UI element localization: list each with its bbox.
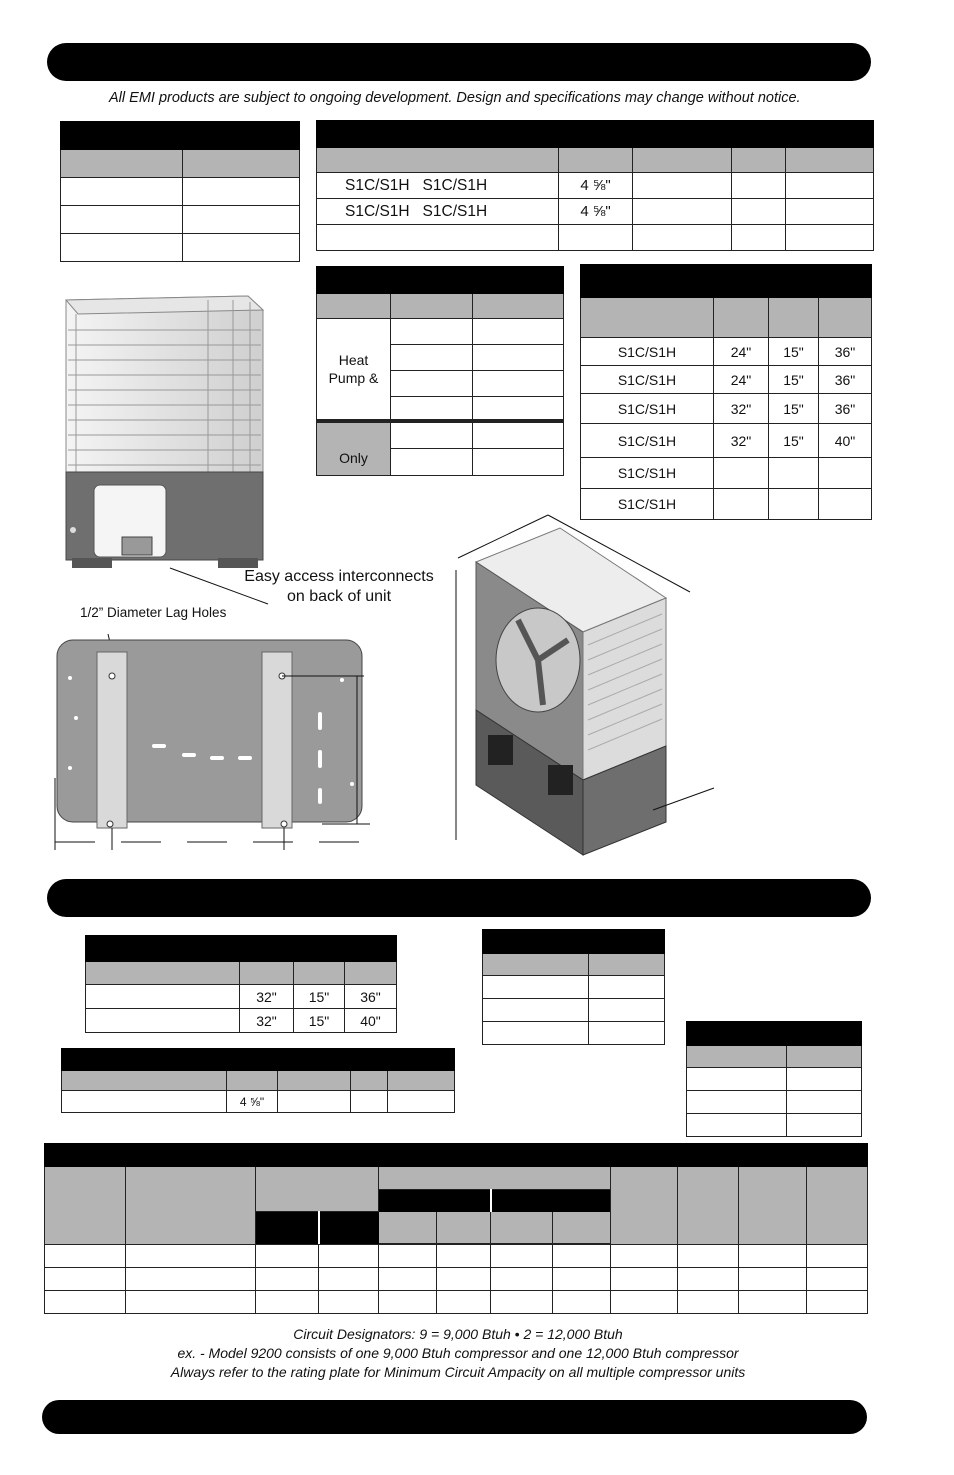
lower-dimension-table	[85, 935, 397, 1033]
caption-leader-line	[160, 560, 280, 610]
top-left-table	[60, 121, 300, 262]
lag-holes-caption: 1/2” Diameter Lag Holes	[80, 605, 227, 620]
electrical-data-table	[44, 1143, 868, 1314]
condenser-unit-isometric	[448, 510, 723, 860]
table-row: S1C/S1H 32" 15" 36"	[581, 394, 872, 424]
table-header	[45, 1144, 868, 1167]
table-row: 32" 15" 40"	[86, 1009, 397, 1033]
lower-model-table	[61, 1048, 455, 1113]
footnotes	[0, 1325, 916, 1382]
disclaimer-text: All EMI products are subject to ongoing development. Design and specifications may change without notice.	[109, 90, 801, 106]
section-banner-middle	[47, 879, 871, 917]
footnote-line: Always refer to the rating plate for Minimum Circuit Ampacity on all multiple compressor units	[170, 1364, 746, 1380]
table-header	[62, 1049, 455, 1071]
table-row: S1C/S1H	[581, 458, 872, 489]
model-table	[316, 120, 874, 251]
right-small-table	[686, 1021, 862, 1137]
interconnects-caption: Easy access interconnects on back of unit	[244, 568, 434, 605]
table-header	[86, 936, 397, 962]
table-header	[317, 267, 564, 294]
footnote-line: Circuit Designators: 9 = 9,000 Btuh • 2 = 12,000 Btuh	[293, 1326, 623, 1342]
table-row	[317, 173, 874, 199]
table-row: 4 ⅝"	[62, 1091, 455, 1113]
mode-table	[316, 266, 564, 476]
table-row: 32" 15" 36"	[86, 985, 397, 1009]
footnote-line: ex. - Model 9200 consists of one 9,000 Btuh compressor and one 12,000 Btuh compressor	[177, 1345, 739, 1361]
table-header	[61, 122, 300, 150]
model-cell: S1C/S1H	[345, 176, 410, 194]
section-banner-top	[47, 43, 871, 81]
table-row: S1C/S1H 24" 15" 36"	[581, 338, 872, 366]
model-cell: S1C/S1H	[345, 202, 410, 220]
table-row	[317, 199, 874, 225]
table-row	[45, 1291, 868, 1314]
section-banner-bottom	[42, 1400, 867, 1434]
table-header	[483, 930, 665, 954]
table-header	[581, 265, 872, 298]
table-header	[317, 121, 874, 148]
table-row: S1C/S1H 24" 15" 36"	[581, 366, 872, 394]
base-plate-drawing	[52, 628, 372, 850]
only-group-label: Only	[317, 421, 391, 476]
table-row	[45, 1245, 868, 1268]
table-row	[45, 1268, 868, 1291]
size-cell: 4 ⅝"	[559, 173, 633, 199]
middle-small-table	[482, 929, 665, 1045]
model-cell: S1C/S1H	[422, 176, 488, 194]
size-cell: 4 ⅝"	[559, 199, 633, 225]
table-row: S1C/S1H 32" 15" 40"	[581, 424, 872, 458]
condenser-unit-illustration	[58, 290, 268, 580]
heat-pump-group-label: Heat Pump &	[317, 319, 391, 421]
model-cell: S1C/S1H	[422, 202, 488, 220]
table-header	[687, 1022, 862, 1046]
table-row: S1C/S1H	[581, 489, 872, 520]
dimension-table	[580, 264, 872, 520]
